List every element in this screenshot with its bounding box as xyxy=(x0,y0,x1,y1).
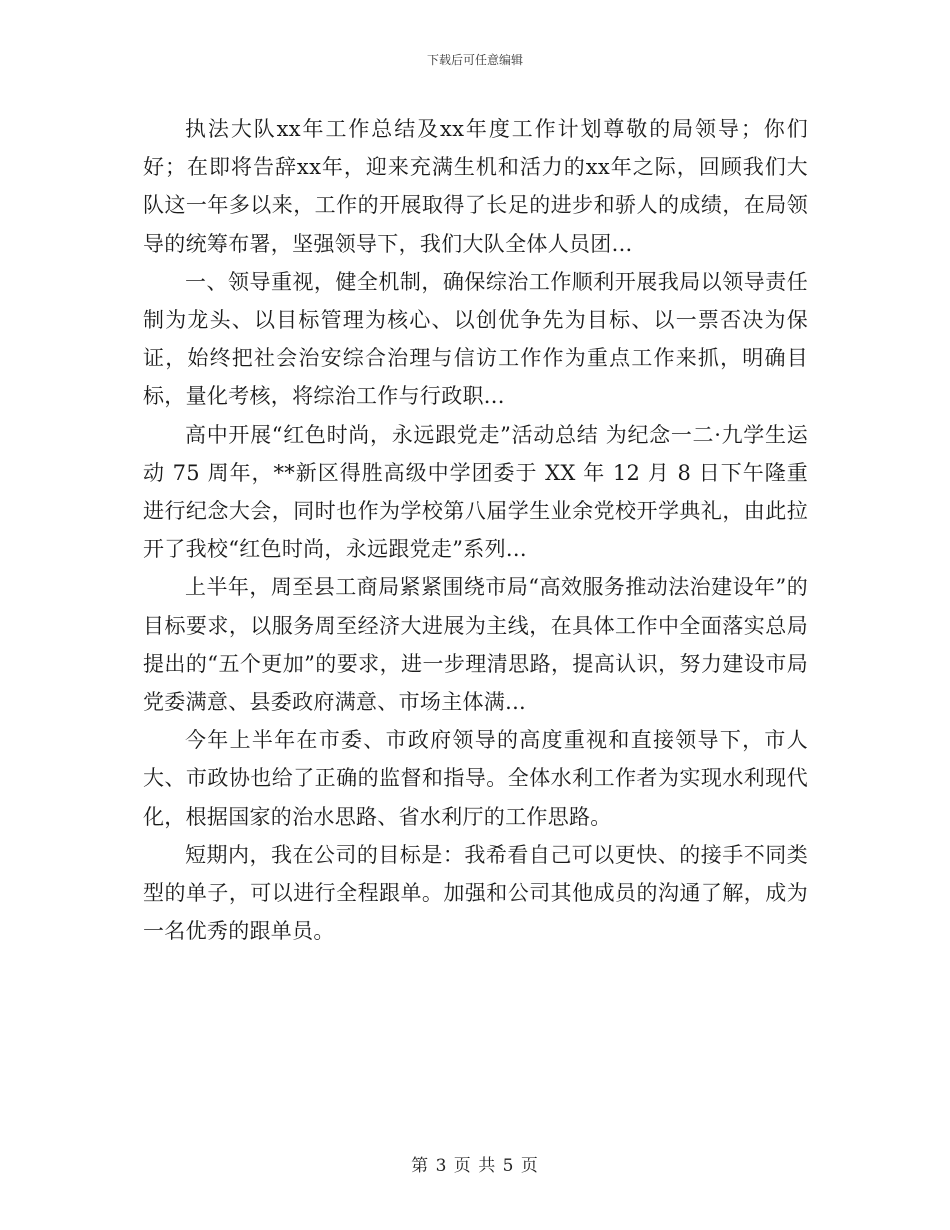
paragraph-6: 短期内，我在公司的目标是：我希看自己可以更快、的接手不同类型的单子，可以进行全程跟单。加强和公司其他成员的沟通了解，成为一名优秀的跟单员。 xyxy=(143,842,808,944)
paragraph-2: 一、领导重视，健全机制，确保综治工作顺利开展我局以领导责任制为龙头、以目标管理为核心、以创优争先为目标、以一票否决为保证，始终把社会治安综合治理与信访工作作为重点工作来抓，明确目标，量化考核，将综治工作与行政职... xyxy=(143,269,808,409)
page-header: 下载后可任意编辑 xyxy=(426,53,523,67)
document-body xyxy=(143,110,808,950)
paragraph-4: 上半年，周至县工商局紧紧围绕市局“高效服务推动法治建设年”的目标要求，以服务周至经济大进展为主线，在具体工作中全面落实总局提出的“五个更加”的要求，进一步理清思路，提高认识，努力建设市局党委满意、县委政府满意、市场主体满... xyxy=(143,575,808,715)
paragraph-3: 高中开展“红色时尚，永远跟党走”活动总结 为纪念一二·九学生运动 75 周年，**新区得胜高级中学团委于 XX 年 12 月 8 日下午隆重进行纪念大会，同时也作为学校第八届学生业余党校开学典礼，由此拉开了我校“红色时尚，永远跟党走”系列... xyxy=(143,422,808,562)
paragraph-1: 执法大队xx年工作总结及xx年度工作计划尊敬的局领导；你们好；在即将告辞xx年，迎来充满生机和活力的xx年之际，回顾我们大队这一年多以来，工作的开展取得了长足的进步和骄人的成绩，在局领导的统筹布署，坚强领导下，我们大队全体人员团... xyxy=(143,117,808,256)
paragraph-5: 今年上半年在市委、市政府领导的高度重视和直接领导下，市人大、市政协也给了正确的监督和指导。全体水利工作者为实现水利现代化，根据国家的治水思路、省水利厅的工作思路。 xyxy=(143,728,808,829)
page-number-footer: 第 3 页 共 5 页 xyxy=(411,1156,539,1176)
